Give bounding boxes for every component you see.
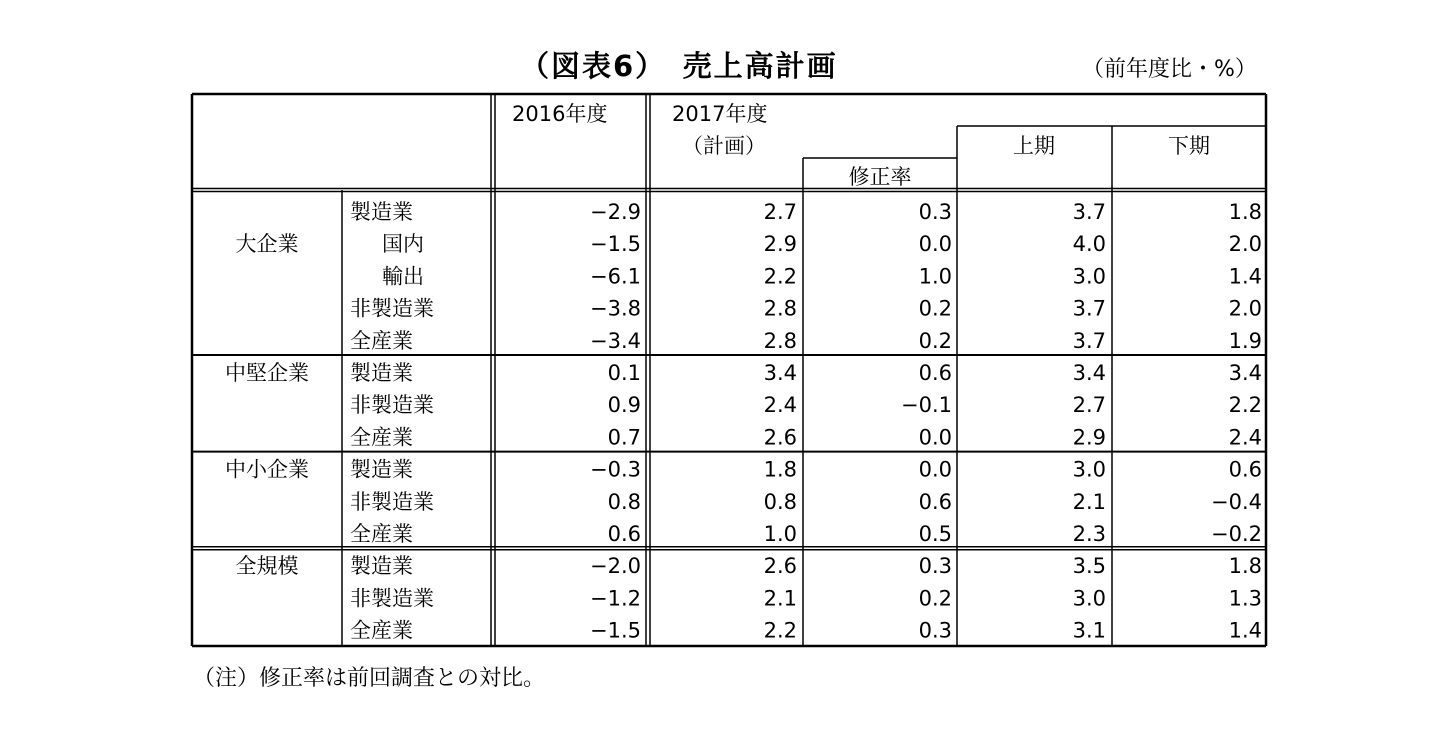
data-cell: 0.3 <box>918 554 952 579</box>
data-cell: 2.0 <box>1228 296 1262 321</box>
data-cell: −6.1 <box>590 264 641 289</box>
header-2017: 2017年度 <box>672 102 768 126</box>
header-2017-plan: （計画） <box>682 134 766 158</box>
data-cell: 0.6 <box>607 522 641 546</box>
data-cell: 0.5 <box>918 522 952 546</box>
header-h1: 上期 <box>1013 134 1055 158</box>
data-cell: 1.4 <box>1228 618 1262 643</box>
row-label: 全産業 <box>350 328 413 353</box>
row-label: 非製造業 <box>350 393 434 418</box>
row-label: 非製造業 <box>350 586 434 611</box>
data-cell: 1.4 <box>1228 264 1262 289</box>
data-cell: −1.2 <box>590 586 641 611</box>
data-cell: −0.3 <box>590 457 641 482</box>
data-cell: −3.8 <box>590 296 641 321</box>
group-label: 大企業 <box>235 232 299 257</box>
header-revision: 修正率 <box>848 165 912 189</box>
data-cell: −0.4 <box>1211 489 1262 514</box>
data-cell: 2.4 <box>1228 425 1262 450</box>
row-label: 全産業 <box>350 425 413 450</box>
data-cell: 3.1 <box>1072 618 1106 643</box>
data-cell: −1.5 <box>590 618 641 643</box>
data-cell: 2.9 <box>763 232 797 257</box>
data-cell: 0.6 <box>1228 457 1262 482</box>
data-cell: 3.0 <box>1072 586 1106 611</box>
data-cell: 0.7 <box>607 425 641 450</box>
data-cell: 4.0 <box>1072 232 1106 257</box>
row-label: 非製造業 <box>350 296 434 321</box>
data-cell: 0.6 <box>918 361 952 385</box>
data-cell: 3.4 <box>763 361 797 385</box>
data-cell: 0.1 <box>607 361 641 385</box>
unit-note: （前年度比・%） <box>1082 57 1257 82</box>
row-label: 国内 <box>382 232 424 257</box>
data-cell: 3.7 <box>1072 328 1106 353</box>
data-cell: 2.7 <box>763 200 797 224</box>
data-cell: 2.3 <box>1072 522 1106 546</box>
data-cell: 1.0 <box>763 522 797 546</box>
data-cell: 1.0 <box>918 264 952 289</box>
data-cell: 1.8 <box>1228 554 1262 579</box>
data-cell: 2.4 <box>763 393 797 418</box>
data-cell: −3.4 <box>590 328 641 353</box>
data-cell: 2.2 <box>1228 393 1262 418</box>
data-cell: 0.6 <box>918 489 952 514</box>
data-cell: 3.0 <box>1072 457 1106 482</box>
row-label: 全産業 <box>350 522 413 546</box>
group-label: 中堅企業 <box>225 361 309 385</box>
data-cell: 0.0 <box>918 425 952 450</box>
row-label: 全産業 <box>350 618 413 643</box>
data-cell: 3.7 <box>1072 200 1106 224</box>
row-label: 製造業 <box>350 457 413 482</box>
data-cell: 0.8 <box>607 489 641 514</box>
header-2016: 2016年度 <box>512 102 608 126</box>
data-cell: 2.2 <box>763 618 797 643</box>
row-label: 製造業 <box>350 554 413 579</box>
data-cell: 2.7 <box>1072 393 1106 418</box>
data-cell: −2.0 <box>590 554 641 579</box>
data-cell: 3.4 <box>1228 361 1262 385</box>
data-cell: 3.0 <box>1072 264 1106 289</box>
header-h2: 下期 <box>1168 134 1210 158</box>
data-cell: 3.7 <box>1072 296 1106 321</box>
data-cell: −1.5 <box>590 232 641 257</box>
group-label: 中小企業 <box>225 457 309 482</box>
data-cell: 2.8 <box>763 296 797 321</box>
data-cell: 1.3 <box>1228 586 1262 611</box>
data-cell: −0.2 <box>1211 522 1262 546</box>
data-cell: 0.0 <box>918 232 952 257</box>
row-label: 非製造業 <box>350 489 434 514</box>
data-cell: 0.2 <box>918 328 952 353</box>
data-cell: 0.3 <box>918 200 952 224</box>
data-cell: 0.2 <box>918 586 952 611</box>
data-cell: −2.9 <box>590 200 641 224</box>
data-cell: 2.6 <box>763 554 797 579</box>
body-cells <box>225 200 1262 643</box>
data-cell: 1.9 <box>1228 328 1262 353</box>
data-cell: 2.8 <box>763 328 797 353</box>
group-label: 全規模 <box>235 554 299 579</box>
row-label: 輸出 <box>382 264 424 289</box>
row-label: 製造業 <box>350 200 413 224</box>
data-cell: 2.0 <box>1228 232 1262 257</box>
data-cell: 2.9 <box>1072 425 1106 450</box>
data-cell: 1.8 <box>1228 200 1262 224</box>
data-cell: 2.6 <box>763 425 797 450</box>
data-cell: 3.5 <box>1072 554 1106 579</box>
data-cell: 1.8 <box>763 457 797 482</box>
header-cells <box>512 102 1210 189</box>
data-cell: 3.4 <box>1072 361 1106 385</box>
data-cell: 0.2 <box>918 296 952 321</box>
data-cell: 0.8 <box>763 489 797 514</box>
data-cell: 0.0 <box>918 457 952 482</box>
footnote: （注）修正率は前回調査との対比。 <box>193 666 546 691</box>
data-cell: 2.1 <box>763 586 797 611</box>
chart-title: （図表6） 売上高計画 <box>520 49 838 83</box>
row-label: 製造業 <box>350 361 413 385</box>
data-cell: 2.2 <box>763 264 797 289</box>
data-cell: 0.3 <box>918 618 952 643</box>
data-cell: 0.9 <box>607 393 641 418</box>
data-cell: −0.1 <box>901 393 952 418</box>
data-cell: 2.1 <box>1072 489 1106 514</box>
